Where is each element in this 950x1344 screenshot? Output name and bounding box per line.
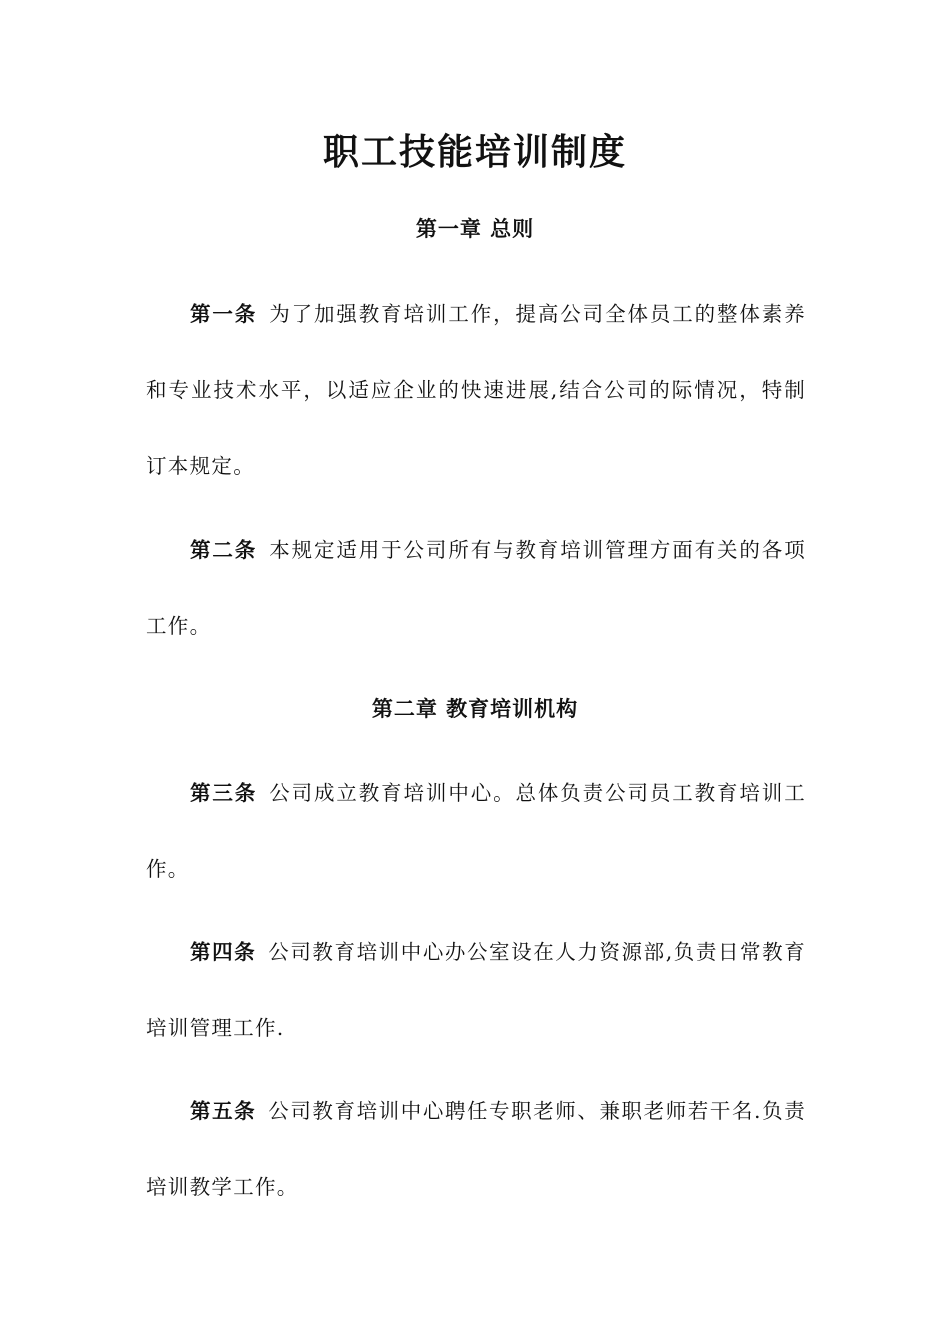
chapter-heading-2: 第二章 教育培训机构 [371, 696, 579, 721]
article-text: 公司成立教育培训中心。总体负责公司员工教育培训工作。 [146, 781, 807, 881]
article-number: 第四条 [190, 940, 257, 964]
article-number: 第五条 [190, 1099, 257, 1123]
article-3 [146, 755, 806, 907]
article-4 [146, 914, 806, 1066]
article-text: 公司教育培训中心办公室设在人力资源部,负责日常教育培训管理工作. [146, 940, 807, 1040]
chapter-heading-1: 第一章 总则 [415, 216, 535, 241]
article-text: 本规定适用于公司所有与教育培训管理方面有关的各项工作。 [146, 538, 807, 638]
article-1 [146, 276, 806, 504]
article-text: 公司教育培训中心聘任专职老师、兼职老师若干名.负责培训教学工作。 [146, 1099, 807, 1199]
article-5 [146, 1073, 806, 1225]
article-2 [146, 512, 806, 664]
article-number: 第二条 [190, 538, 258, 562]
article-number: 第一条 [190, 302, 258, 326]
article-number: 第三条 [190, 781, 258, 805]
article-text: 为了加强教育培训工作，提高公司全体员工的整体素养和专业技术水平，以适应企业的快速进展,结合公司的际情况，特制订本规定。 [146, 302, 807, 478]
document-title: 职工技能培训制度 [322, 131, 627, 173]
